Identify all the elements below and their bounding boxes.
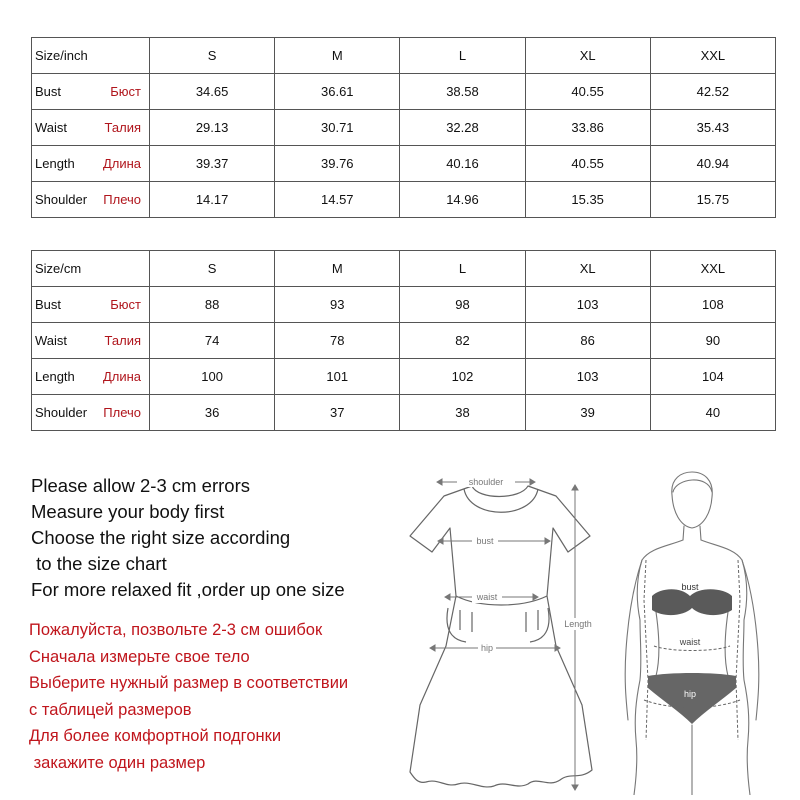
dress-neckline (464, 489, 538, 512)
size-table-inch (31, 37, 776, 218)
table-header-cell: S (150, 251, 275, 287)
shoulder-label: shoulder (468, 477, 504, 487)
table-cell: 36.61 (275, 74, 400, 110)
row-label (32, 287, 150, 323)
body-hip-label: hip (683, 689, 697, 699)
table-row (32, 287, 776, 323)
body-bust-label: bust (681, 582, 699, 592)
body-waist-label: waist (679, 637, 701, 647)
note-line: Пожалуйста, позвольте 2-3 см ошибок (29, 621, 323, 639)
table-row (32, 182, 776, 218)
table-cell: 39.76 (275, 146, 400, 182)
table-row (32, 323, 776, 359)
note-line: Measure your body first (31, 501, 225, 522)
table-row (32, 110, 776, 146)
table-cell: 82 (400, 323, 525, 359)
row-label-ru: Длина (102, 369, 141, 384)
row-label (32, 182, 150, 218)
table-cell: 29.13 (150, 110, 275, 146)
note-line: с таблицей размеров (29, 700, 192, 719)
table-header-cell: M (275, 251, 400, 287)
row-label-ru: Бюст (110, 297, 141, 312)
table-header-cell: XL (525, 38, 650, 74)
table-cell: 38.58 (400, 74, 525, 110)
table-cell: 14.57 (275, 182, 400, 218)
table-cell: 40 (650, 395, 775, 431)
table-cell: 14.17 (150, 182, 275, 218)
hair-outline (673, 480, 712, 492)
note-line: Please allow 2-3 cm errors (31, 475, 250, 496)
table-cell: 40.55 (525, 146, 650, 182)
table-cell: 42.52 (650, 74, 775, 110)
dress-diagram (400, 462, 605, 797)
row-label-en: Shoulder (35, 192, 88, 207)
table-cell: 86 (525, 323, 650, 359)
row-label (32, 146, 150, 182)
table-cell: 103 (525, 359, 650, 395)
table-cell: 88 (150, 287, 275, 323)
table-cell: 35.43 (650, 110, 775, 146)
waist-label: waist (476, 592, 498, 602)
table-row (32, 395, 776, 431)
table-header-row (32, 38, 776, 74)
table-cell: 38 (400, 395, 525, 431)
table-cell: 15.75 (650, 182, 775, 218)
note-line: Выберите нужный размер в соответствии (29, 674, 349, 692)
table-row (32, 74, 776, 110)
table-cell: 36 (150, 395, 275, 431)
row-label (32, 110, 150, 146)
row-label-ru: Плечо (103, 405, 141, 420)
note-line: For more relaxed fit ,order up one size (31, 579, 345, 600)
table-cell: 14.96 (400, 182, 525, 218)
row-label-en: Shoulder (35, 405, 88, 420)
row-label-ru: Плечо (103, 192, 141, 207)
table-cell: 30.71 (275, 110, 400, 146)
note-line: Сначала измерьте свое тело (29, 647, 250, 666)
table-cell: 39.37 (150, 146, 275, 182)
table-header-cell: Size/cm (32, 251, 150, 287)
row-label-ru: Талия (104, 120, 141, 135)
table-header-row (32, 251, 776, 287)
table-header-cell: XXL (650, 251, 775, 287)
table-cell: 34.65 (150, 74, 275, 110)
side-guide-left (644, 560, 648, 740)
table-cell: 98 (400, 287, 525, 323)
table-header-cell: M (275, 38, 400, 74)
note-line: Для более комфортной подгонки (29, 727, 282, 745)
note-line: to the size chart (31, 553, 167, 574)
table-row (32, 359, 776, 395)
table-cell: 78 (275, 323, 400, 359)
table-header-cell: L (400, 38, 525, 74)
table-cell: 100 (150, 359, 275, 395)
table-header-cell: XL (525, 251, 650, 287)
notes-russian (29, 617, 348, 776)
dress-outline (410, 486, 592, 787)
table-cell: 40.16 (400, 146, 525, 182)
body-diagram (620, 470, 760, 795)
table-cell: 104 (650, 359, 775, 395)
table-cell: 74 (150, 323, 275, 359)
note-line: закажите один размер (29, 753, 206, 772)
notes-english (31, 473, 345, 603)
row-label (32, 74, 150, 110)
table-cell: 32.28 (400, 110, 525, 146)
table-cell: 33.86 (525, 110, 650, 146)
side-guide-right (736, 560, 740, 740)
length-label: Length (564, 619, 592, 629)
table-cell: 102 (400, 359, 525, 395)
table-row (32, 146, 776, 182)
table-cell: 37 (275, 395, 400, 431)
row-label-ru: Длина (102, 156, 141, 171)
table-cell: 39 (525, 395, 650, 431)
row-label (32, 359, 150, 395)
table-cell: 40.94 (650, 146, 775, 182)
table-cell: 93 (275, 287, 400, 323)
row-label-en: Waist (35, 333, 68, 348)
table-header-cell: S (150, 38, 275, 74)
note-line: Choose the right size according (31, 527, 291, 548)
size-table-cm (31, 250, 776, 431)
row-label-en: Waist (35, 120, 68, 135)
table-cell: 40.55 (525, 74, 650, 110)
row-label (32, 395, 150, 431)
row-label-en: Length (35, 369, 75, 384)
row-label (32, 323, 150, 359)
hip-label: hip (480, 643, 494, 653)
row-label-en: Bust (35, 297, 62, 312)
table-header-cell: Size/inch (32, 38, 150, 74)
table-cell: 108 (650, 287, 775, 323)
bust-label: bust (476, 536, 494, 546)
table-header-cell: L (400, 251, 525, 287)
table-cell: 90 (650, 323, 775, 359)
row-label-ru: Талия (104, 333, 141, 348)
row-label-en: Length (35, 156, 75, 171)
table-header-cell: XXL (650, 38, 775, 74)
bust-band (652, 589, 732, 615)
table-cell: 103 (525, 287, 650, 323)
table-cell: 101 (275, 359, 400, 395)
row-label-ru: Бюст (110, 84, 141, 99)
dress-inner-lining (447, 608, 549, 642)
table-cell: 15.35 (525, 182, 650, 218)
row-label-en: Bust (35, 84, 62, 99)
